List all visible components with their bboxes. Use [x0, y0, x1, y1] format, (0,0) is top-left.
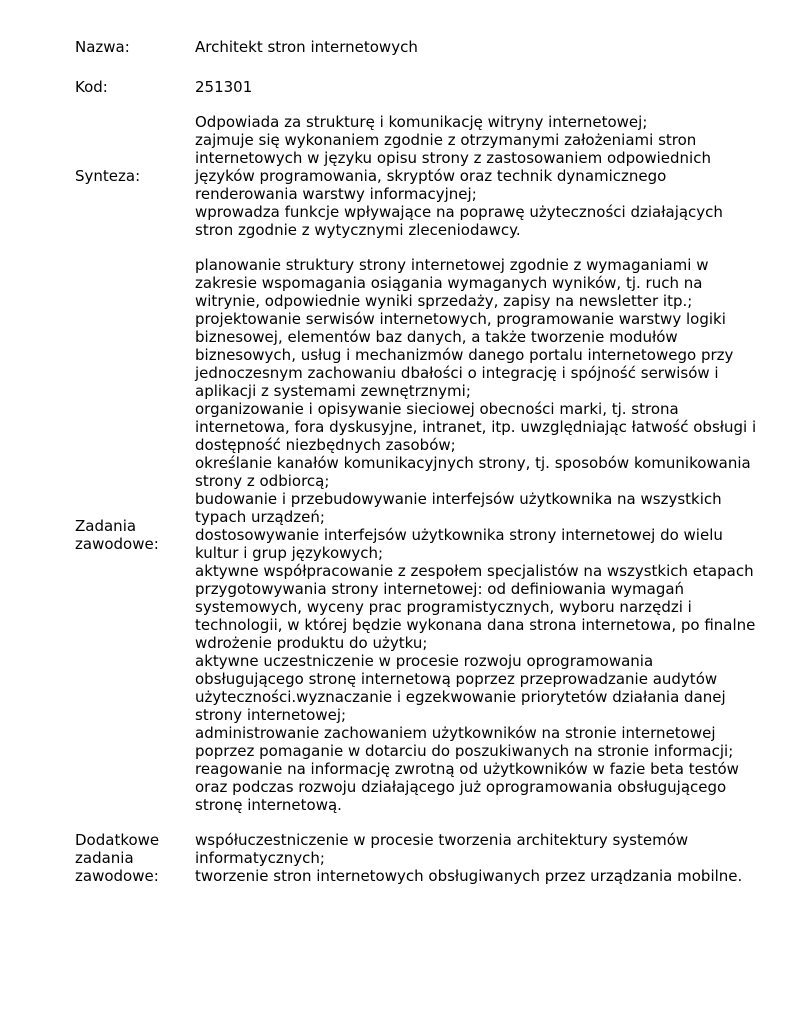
zadania-line: budowanie i przebudowywanie interfejsów użytkownika na wszystkich typach urządzeń;: [195, 490, 722, 526]
synteza-line: wprowadza funkcje wpływające na poprawę użyteczności działających stron zgodnie z wytycznymi zleceniodawcy.: [195, 203, 723, 239]
zadania-line: dostosowywanie interfejsów użytkownika strony internetowej do wielu kultur i grup językowych;: [195, 526, 723, 562]
zadania-line: administrowanie zachowaniem użytkowników na stronie internetowej poprzez pomaganie w dotarciu do poszukiwanych na stronie informacji;: [195, 724, 734, 760]
zadania-label: Zadania zawodowe:: [75, 517, 159, 553]
kod-label: Kod:: [75, 78, 108, 96]
zadania-line: projektowanie serwisów internetowych, programowanie warstwy logiki biznesowej, elementów baz danych, a także tworzenie modułów biznesowych, usług i mechanizmów danego portalu internetowego przy jednoczesnym zachowaniu dbałości o integrację i spójność serwisów i aplikacji z systemami zewnętrznymi;: [195, 310, 734, 400]
kod-value: 251301: [195, 78, 253, 96]
zadania-line: reagowanie na informację zwrotną od użytkowników w fazie beta testów oraz podczas rozwoju działającego już oprogramowania obsługującego stronę internetową.: [195, 760, 739, 814]
dodatkowe-row: [75, 831, 765, 885]
synteza-row: [75, 113, 765, 239]
zadania-line: organizowanie i opisywanie sieciowej obecności marki, tj. strona internetowa, fora dyskusyjne, intranet, itp. uwzględniając łatwość obsługi i dostępność niezbędnych zasobów;: [195, 400, 757, 454]
zadania-line: planowanie struktury strony internetowej zgodnie z wymaganiami w zakresie wspomagania osiągania wymaganych wyników, tj. ruch na witrynie, odpowiednie wyniki sprzedaży, zapisy na newsletter itp.;: [195, 256, 709, 310]
nazwa-label: Nazwa:: [75, 38, 130, 56]
dodatkowe-line: tworzenie stron internetowych obsługiwanych przez urządzania mobilne.: [195, 867, 743, 885]
kod-row: [75, 78, 765, 96]
dodatkowe-line: współuczestniczenie w procesie tworzenia architektury systemów informatycznych;: [195, 831, 689, 867]
nazwa-row: [75, 38, 765, 56]
occupation-record: [75, 38, 765, 885]
synteza-text: [195, 113, 760, 239]
zadania-text: [195, 256, 760, 814]
zadania-line: określanie kanałów komunikacyjnych strony, tj. sposobów komunikowania strony z odbiorcą;: [195, 454, 751, 490]
synteza-line: Odpowiada za strukturę i komunikację witryny internetowej;: [195, 113, 648, 131]
zadania-line: aktywne uczestniczenie w procesie rozwoju oprogramowania obsługującego stronę internetową poprzez przeprowadzanie audytów użyteczności.wyznaczanie i egzekwowanie priorytetów działania danej strony internetowej;: [195, 652, 726, 724]
zadania-row: [75, 256, 765, 814]
synteza-label: Synteza:: [75, 167, 141, 185]
nazwa-value: Architekt stron internetowych: [195, 38, 418, 56]
synteza-line: zajmuje się wykonaniem zgodnie z otrzymanymi założeniami stron internetowych w języku opisu strony z zastosowaniem odpowiednich języków programowania, skryptów oraz technik dynamicznego renderowania warstwy informacyjnej;: [195, 131, 711, 203]
dodatkowe-label: Dodatkowe zadania zawodowe:: [75, 831, 160, 885]
zadania-line: aktywne współpracowanie z zespołem specjalistów na wszystkich etapach przygotowywania strony internetowej: od definiowania wymagań systemowych, wyceny prac programistycznych, wyboru narzędzi i technologii, w której będzie wykonana dana strona internetowa, po finalne wdrożenie produktu do użytku;: [195, 562, 756, 652]
dodatkowe-text: [195, 831, 760, 885]
